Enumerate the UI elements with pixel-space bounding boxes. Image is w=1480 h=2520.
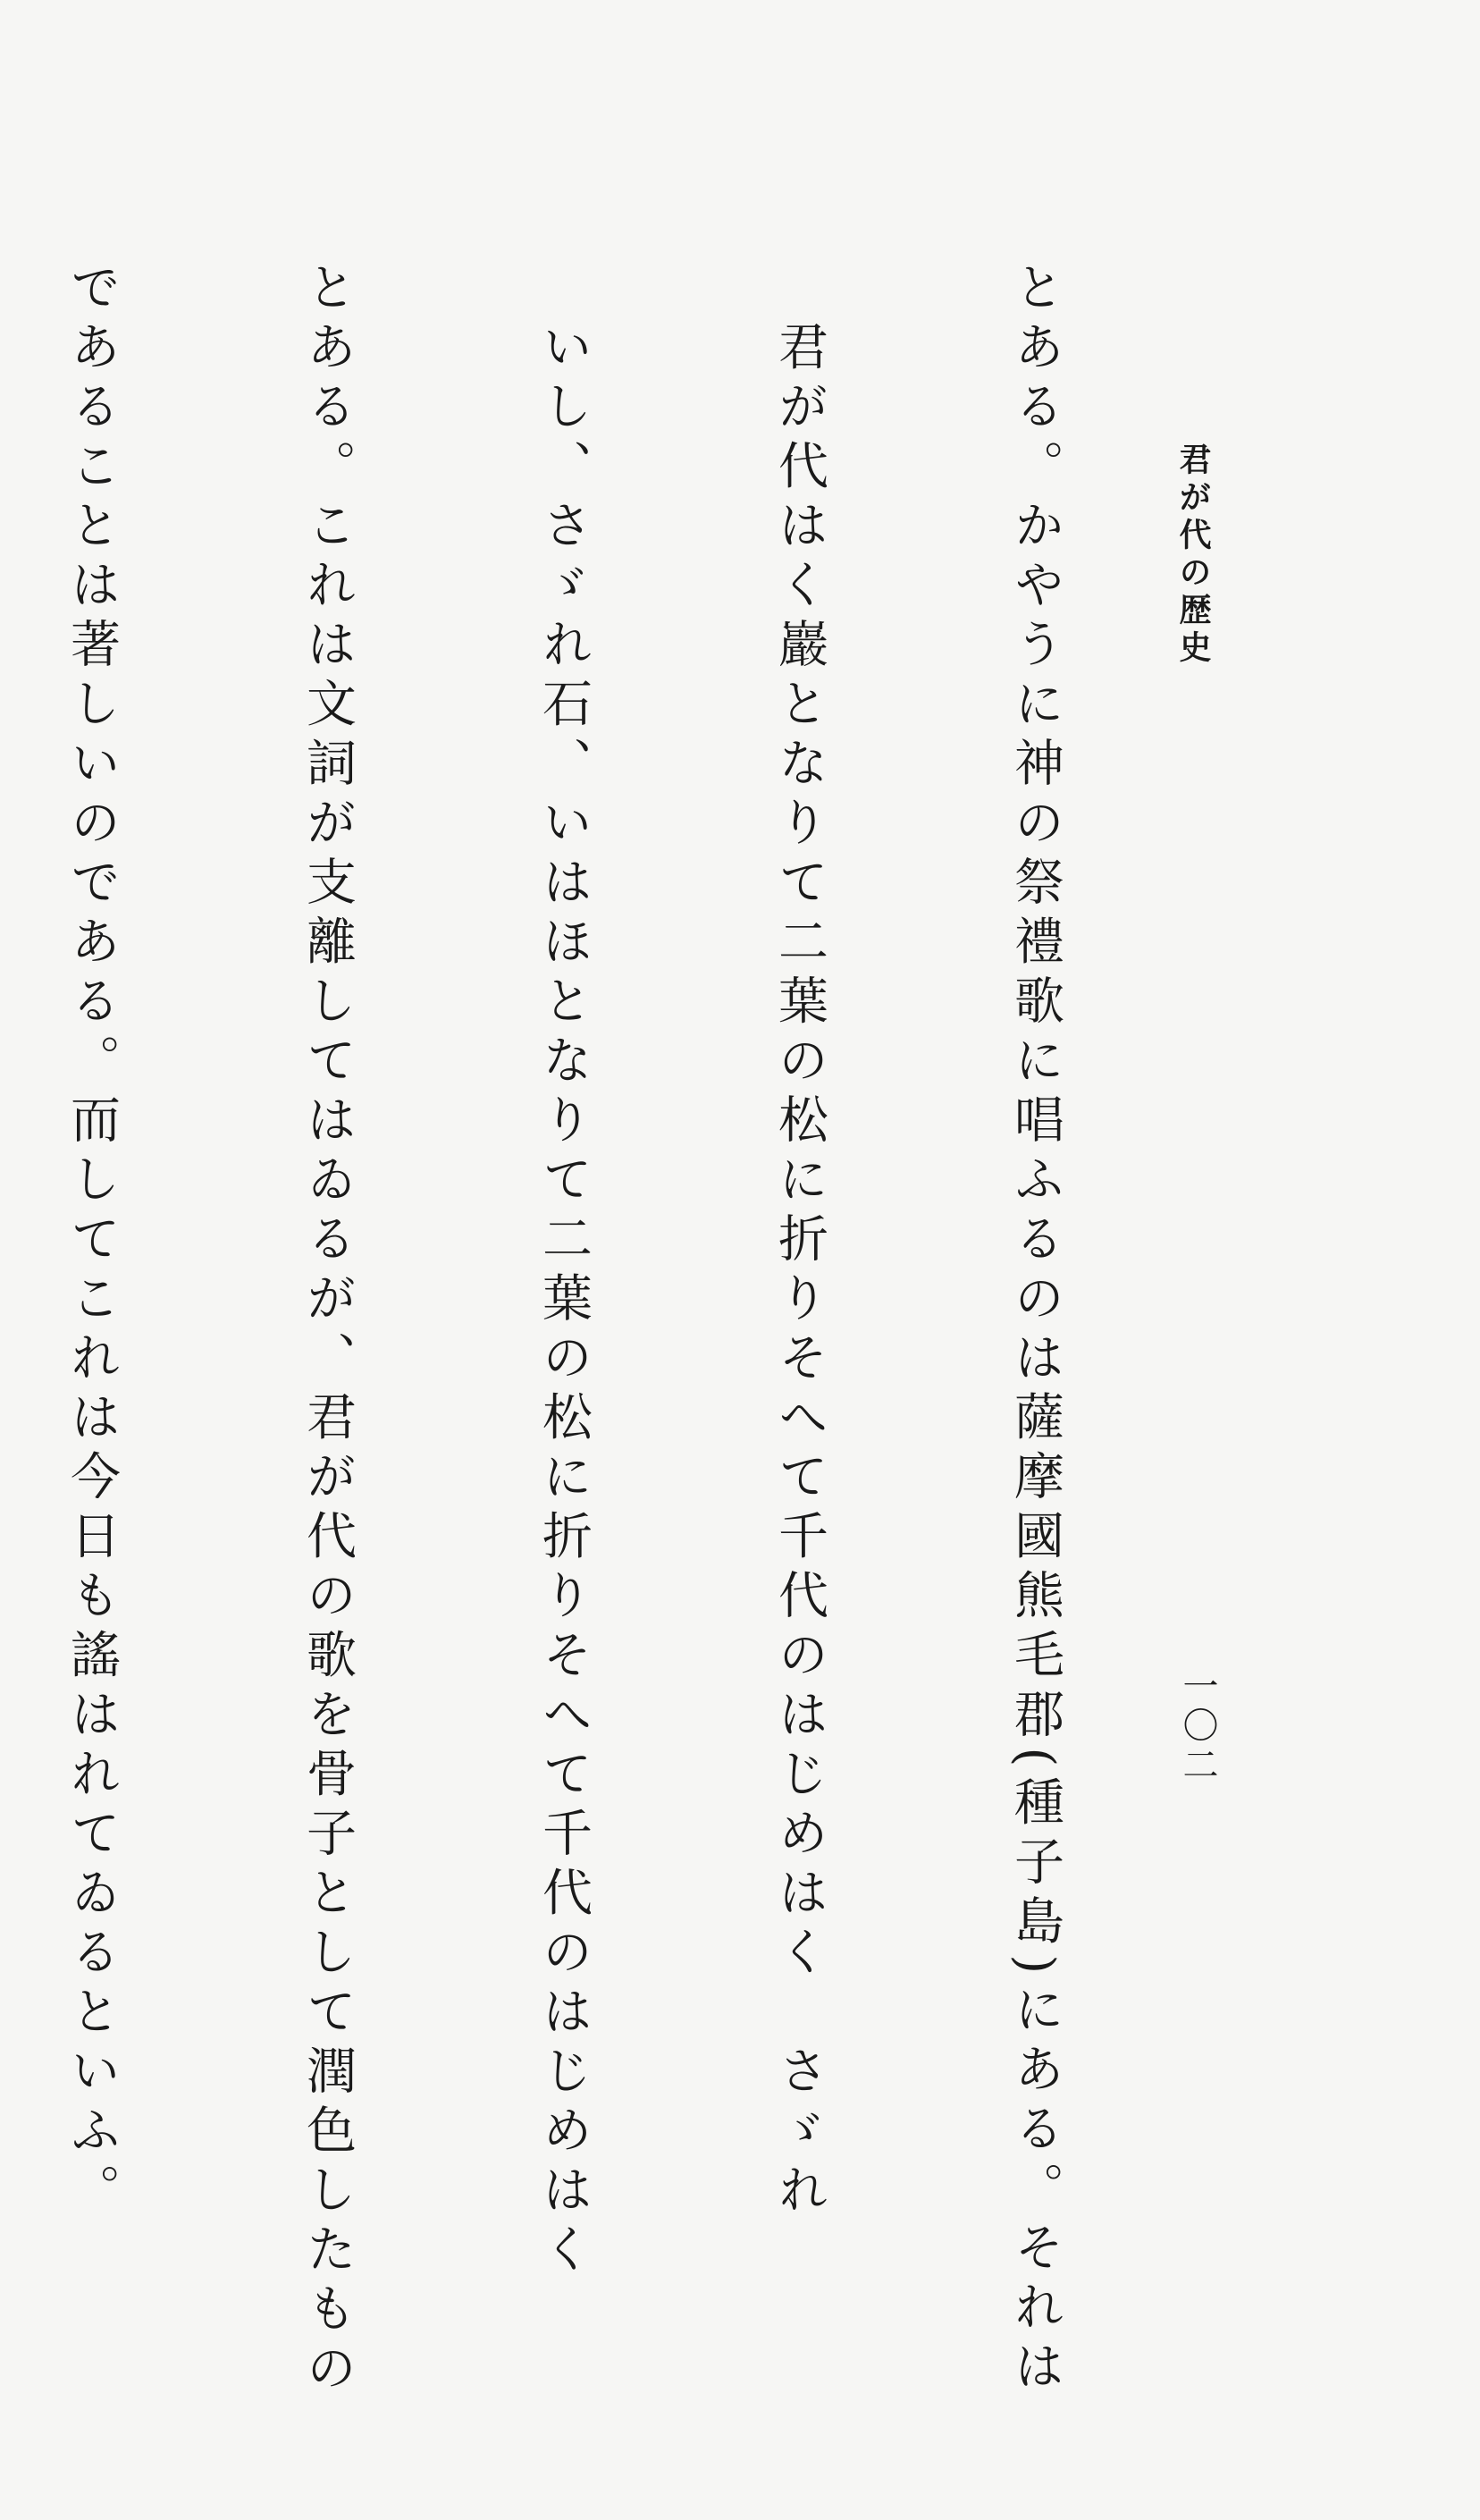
text-column: とある。かやうに神の祭禮歌に唱ふるのは薩摩國熊毛郡(種子島)にある。それは bbox=[1006, 261, 1064, 2400]
vertical-body-text bbox=[0, 261, 1232, 2401]
text-column: 君が代はく巖となりて二葉の松に折りそへて千代のはじめはく さゞれ bbox=[770, 261, 828, 2223]
text-column: とある。これは文詞が支離してはゐるが、君が代の歌を骨子として潤色したもの bbox=[299, 261, 357, 2401]
page-number: 一〇二 bbox=[1177, 1667, 1218, 1785]
text-column: であることは著しいのである。而してこれは今日も謠はれてゐるといふ。 bbox=[63, 261, 121, 2223]
text-column: いし、さゞれ石、いはほとなりて二葉の松に折りそへて千代のはじめはく bbox=[534, 261, 593, 2282]
running-header: 君が代の歴史 bbox=[1174, 442, 1212, 668]
